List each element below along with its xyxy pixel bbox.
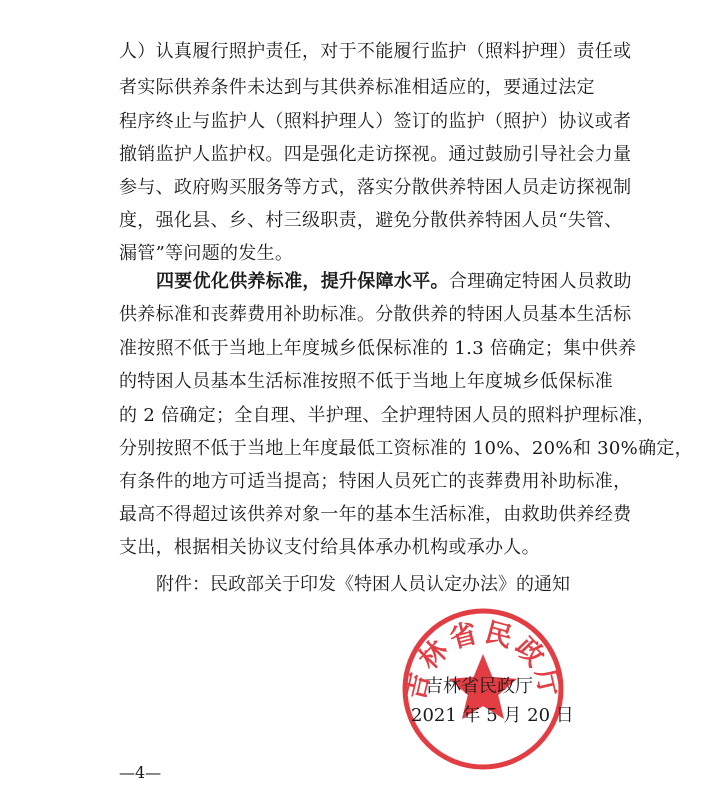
text-line: 的特困人员基本生活标准按照不低于当地上年度城乡低保标准 (119, 371, 614, 392)
text-line: 支出，根据相关协议支付给具体承办机构或承办人。 (119, 537, 540, 558)
text-line: 准按照不低于当地上年度城乡低保标准的 1.3 倍确定；集中供养 (119, 338, 637, 359)
text-line: 分别按照不低于当地上年度最低工资标准的 10%、20%和 30%确定， (119, 438, 693, 459)
text-line: 供养标准和丧葬费用补助标准。分散供养的特困人员基本生活标 (119, 304, 632, 325)
text-line: 程序终止与监护人（照料护理人）签订的监护（照护）协议或者 (119, 111, 632, 132)
text-line: 的 2 倍确定；全自理、半护理、全护理特困人员的照料护理标准， (119, 405, 656, 426)
text-line: 人）认真履行照护责任，对于不能履行监护（照料护理）责任或 (119, 41, 632, 62)
page-number: —4— (119, 763, 162, 782)
signature-date: 2021 年 5 月 20 日 (411, 705, 574, 726)
text-line: 漏管”等问题的发生。 (119, 243, 294, 264)
paragraph-2-first-line (156, 270, 632, 294)
attachment-note: 附件：民政部关于印发《特困人员认定办法》的通知 (156, 574, 570, 595)
paragraph-2-heading: 四要优化供养标准，提升保障水平。 (156, 271, 449, 292)
paragraph-2-first-line-rest: 合理确定特困人员救助 (448, 271, 632, 292)
signature-organization: 吉林省民政厅 (425, 676, 533, 697)
text-line: 度，强化县、乡、村三级职责，避免分散供养特困人员“失管、 (119, 210, 623, 231)
text-line: 者实际供养条件未达到与其供养标准相适应的，要通过法定 (119, 77, 595, 98)
text-line: 撤销监护人监护权。四是强化走访探视。通过鼓励引导社会力量 (119, 144, 632, 165)
text-line: 有条件的地方可适当提高；特困人员死亡的丧葬费用补助标准， (119, 471, 632, 492)
seal-text: 吉林省民政厅 (399, 616, 567, 704)
text-line: 最高不得超过该供养对象一年的基本生活标准，由救助供养经费 (119, 504, 632, 525)
text-line: 参与、政府购买服务等方式，落实分散供养特困人员走访探视制 (119, 177, 632, 198)
